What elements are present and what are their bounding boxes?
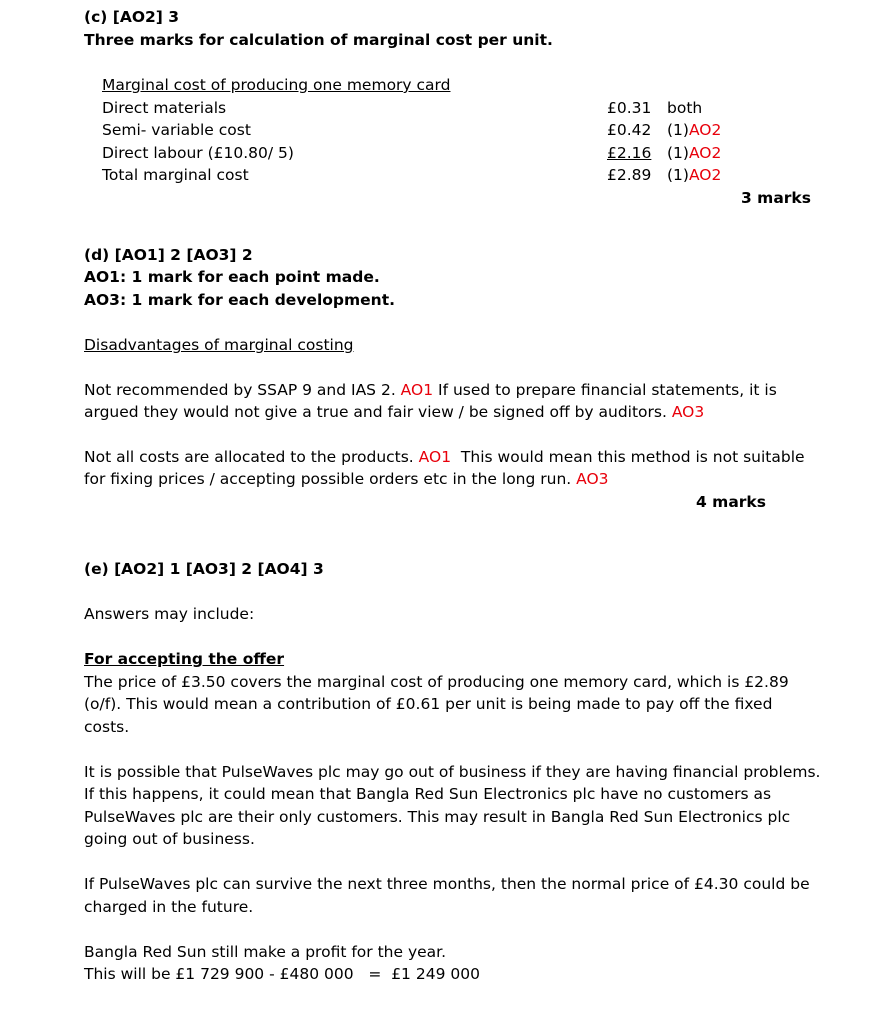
section-d-marks: 4 marks xyxy=(696,493,766,511)
section-e-p1-line: costs. xyxy=(84,718,130,736)
section-e-p1-line: The price of £3.50 covers the marginal cost of producing one memory card, which is £2.89 xyxy=(84,673,789,691)
table-row-note: (1)AO2 xyxy=(667,166,722,184)
table-row-note: both xyxy=(667,99,703,117)
section-e-intro: Answers may include: xyxy=(84,605,255,623)
table-row-value: £0.42 xyxy=(607,121,652,139)
section-e-p4-line: Bangla Red Sun still make a profit for the year. xyxy=(84,943,447,961)
table-row-label: Direct materials xyxy=(102,99,227,117)
section-e-subheading: For accepting the offer xyxy=(84,650,285,668)
marginal-cost-table-title: Marginal cost of producing one memory card xyxy=(102,76,451,94)
section-d-instruction-ao1: AO1: 1 mark for each point made. xyxy=(84,268,380,286)
section-c-marks: 3 marks xyxy=(741,189,811,207)
table-row-label: Total marginal cost xyxy=(102,166,249,184)
section-c-instruction: Three marks for calculation of marginal cost per unit. xyxy=(84,31,553,49)
section-e-heading: (e) [AO2] 1 [AO3] 2 [AO4] 3 xyxy=(84,560,324,578)
table-row-note: (1)AO2 xyxy=(667,121,722,139)
section-d-paragraph-1-line-1: Not recommended by SSAP 9 and IAS 2. AO1 If used to prepare financial statements, it is xyxy=(84,381,777,399)
table-row-value: £2.16 xyxy=(607,144,652,162)
table-row-value: £2.89 xyxy=(607,166,652,184)
section-e-p1-line: (o/f). This would mean a contribution of £0.61 per unit is being made to pay off the fixed xyxy=(84,695,773,713)
section-e-p2-line: It is possible that PulseWaves plc may go out of business if they are having financial problems. xyxy=(84,763,821,781)
table-row-label: Direct labour (£10.80/ 5) xyxy=(102,144,294,162)
section-c-heading: (c) [AO2] 3 xyxy=(84,8,180,26)
section-d-paragraph-1-line-2: argued they would not give a true and fair view / be signed off by auditors. AO3 xyxy=(84,403,705,421)
section-e-p2-line: going out of business. xyxy=(84,830,255,848)
table-row-note: (1)AO2 xyxy=(667,144,722,162)
section-e-p4-line: This will be £1 729 900 - £480 000 = £1 249 000 xyxy=(84,965,480,983)
section-e-p2-line: PulseWaves plc are their only customers. This may result in Bangla Red Sun Electronics plc xyxy=(84,808,791,826)
section-d-instruction-ao3: AO3: 1 mark for each development. xyxy=(84,291,395,309)
section-d-paragraph-2-line-1: Not all costs are allocated to the products. AO1 This would mean this method is not suitable xyxy=(84,448,805,466)
table-row-label: Semi- variable cost xyxy=(102,121,251,139)
section-d-heading: (d) [AO1] 2 [AO3] 2 xyxy=(84,246,253,264)
section-e-p2-line: If this happens, it could mean that Bangla Red Sun Electronics plc have no customers as xyxy=(84,785,772,803)
section-e-p3-line: charged in the future. xyxy=(84,898,254,916)
section-d-paragraph-2-line-2: for fixing prices / accepting possible orders etc in the long run. AO3 xyxy=(84,470,609,488)
section-d-subheading: Disadvantages of marginal costing xyxy=(84,336,354,354)
section-e-p3-line: If PulseWaves plc can survive the next three months, then the normal price of £4.30 could be xyxy=(84,875,810,893)
table-row-value: £0.31 xyxy=(607,99,652,117)
